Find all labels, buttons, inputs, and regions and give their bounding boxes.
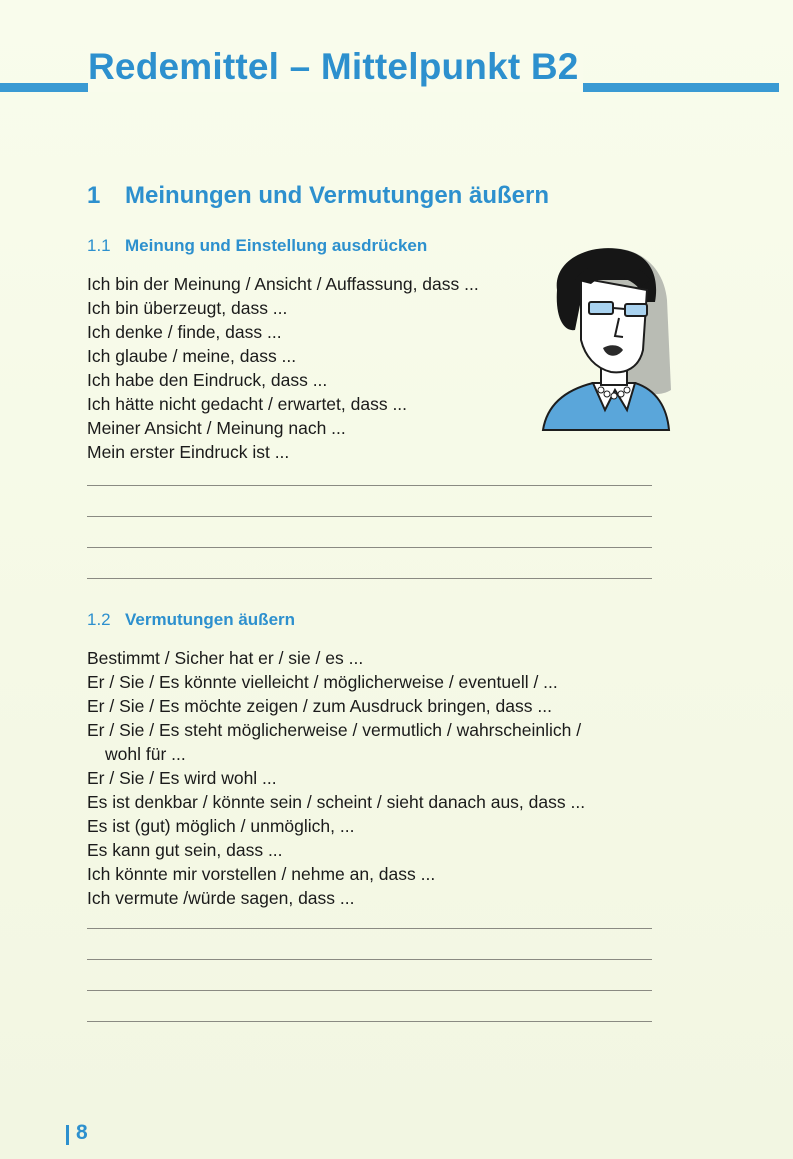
phrase-item: Bestimmt / Sicher hat er / sie / es ... — [87, 648, 364, 668]
phrase-item: Er / Sie / Es steht möglicherweise / vermutlich / wahrscheinlich / — [87, 720, 582, 740]
writing-line[interactable] — [87, 929, 652, 960]
writing-line[interactable] — [87, 455, 652, 486]
phrase-item: Ich glaube / meine, dass ... — [87, 346, 297, 366]
phrase-list-opinion — [87, 272, 479, 464]
footer-accent-bar — [66, 1125, 69, 1145]
writing-line[interactable] — [87, 548, 652, 579]
phrase-item: Ich könnte mir vorstellen / nehme an, dass ... — [87, 864, 436, 884]
subsection-heading — [87, 610, 295, 630]
phrase-item: Es ist denkbar / könnte sein / scheint / sieht danach aus, dass ... — [87, 792, 586, 812]
writing-line[interactable] — [87, 960, 652, 991]
writing-line[interactable] — [87, 898, 652, 929]
phrase-item: Es ist (gut) möglich / unmöglich, ... — [87, 816, 355, 836]
page-number: 8 — [76, 1121, 88, 1144]
writing-lines-opinion — [87, 455, 652, 579]
phrase-item: Ich bin der Meinung / Ansicht / Auffassung, dass ... — [87, 274, 479, 294]
phrase-item: Ich bin überzeugt, dass ... — [87, 298, 288, 318]
writing-line[interactable] — [87, 991, 652, 1022]
phrase-item: Mein erster Eindruck ist ... — [87, 442, 290, 462]
page-title: Redemittel – Mittelpunkt B2 — [88, 42, 583, 92]
woman-with-glasses-icon — [535, 240, 675, 440]
phrase-item: Er / Sie / Es könnte vielleicht / möglicherweise / eventuell / ... — [87, 672, 558, 692]
writing-lines-assumptions — [87, 898, 652, 1022]
phrase-item: Ich vermute /würde sagen, dass ... — [87, 888, 355, 908]
phrase-item: Ich denke / finde, dass ... — [87, 322, 282, 342]
subsection-heading — [87, 236, 427, 256]
section-title: Meinungen und Vermutungen äußern — [125, 182, 550, 209]
subsection-title: Meinung und Einstellung ausdrücken — [125, 236, 428, 255]
writing-line[interactable] — [87, 486, 652, 517]
phrase-item: Ich hätte nicht gedacht / erwartet, dass ... — [87, 394, 408, 414]
phrase-item: Meiner Ansicht / Meinung nach ... — [87, 418, 346, 438]
subsection-number: 1.2 — [87, 610, 111, 629]
subsection-title: Vermutungen äußern — [125, 610, 296, 629]
section-number: 1 — [87, 182, 101, 209]
phrase-item: wohl für ... — [105, 744, 186, 764]
phrase-item: Ich habe den Eindruck, dass ... — [87, 370, 328, 390]
writing-line[interactable] — [87, 517, 652, 548]
phrase-list-assumptions — [87, 646, 585, 910]
subsection-number: 1.1 — [87, 236, 111, 255]
phrase-item: Es kann gut sein, dass ... — [87, 840, 283, 860]
phrase-item: Er / Sie / Es wird wohl ... — [87, 768, 277, 788]
phrase-item: Er / Sie / Es möchte zeigen / zum Ausdruck bringen, dass ... — [87, 696, 552, 716]
section-heading — [87, 182, 549, 210]
